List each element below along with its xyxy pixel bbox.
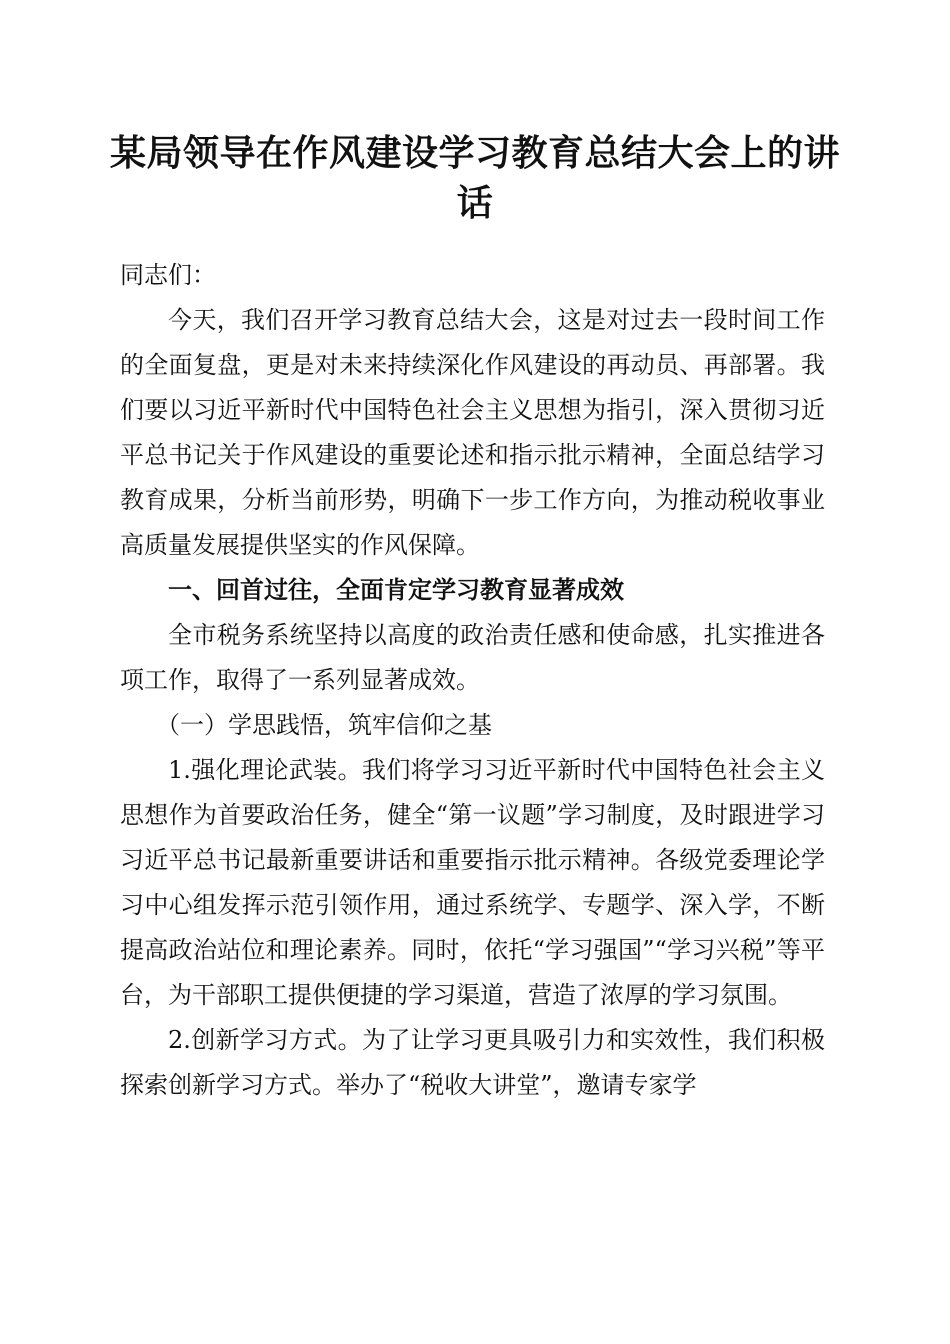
section-1-intro: 全市税务系统坚持以高度的政治责任感和使命感，扎实推进各项工作，取得了一系列显著成效。 (120, 621, 825, 694)
salutation: 同志们： (120, 261, 216, 289)
section-heading-1: 一、回首过往，全面肯定学习教育显著成效 (168, 576, 624, 604)
item-2-paragraph: 2.创新学习方式。为了让学习更具吸引力和实效性，我们积极探索创新学习方式。举办了“税收大讲堂”，邀请专家学 (120, 1026, 825, 1099)
subsection-heading-1: （一）学思践悟，筑牢信仰之基 (156, 711, 492, 739)
item-1-paragraph: 1.强化理论武装。我们将学习习近平新时代中国特色社会主义思想作为首要政治任务，健全“第一议题”学习制度，及时跟进学习习近平总书记最新重要讲话和重要指示批示精神。各级党委理论学习中心组发挥示范引领作用，通过系统学、专题学、深入学，不断提高政治站位和理论素养。同时，依托“学习强国”“学习兴税”等平台，为干部职工提供便捷的学习渠道，营造了浓厚的学习氛围。 (120, 756, 825, 1009)
document-title: 某局领导在作风建设学习教育总结大会上的讲话 (110, 132, 841, 224)
document-body (120, 253, 825, 1108)
intro-paragraph: 今天，我们召开学习教育总结大会，这是对过去一段时间工作的全面复盘，更是对未来持续深化作风建设的再动员、再部署。我们要以习近平新时代中国特色社会主义思想为指引，深入贯彻习近平总书记关于作风建设的重要论述和指示批示精神，全面总结学习教育成果，分析当前形势，明确下一步工作方向，为推动税收事业高质量发展提供坚实的作风保障。 (120, 306, 825, 559)
